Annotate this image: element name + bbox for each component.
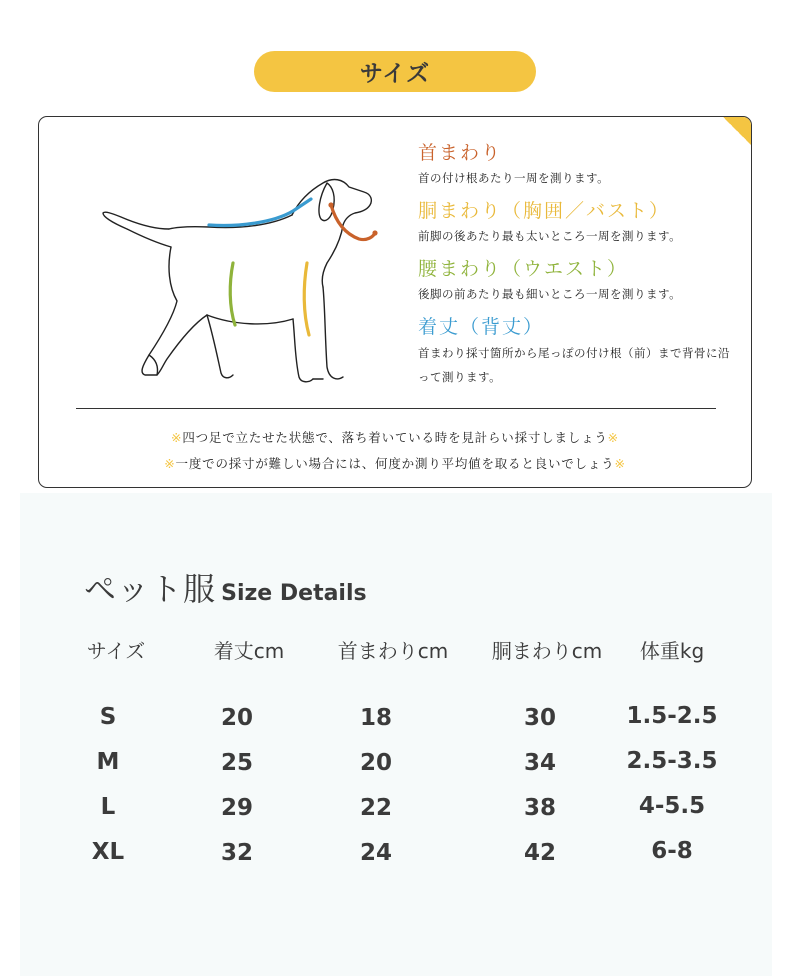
section-title-badge (254, 51, 536, 92)
note-star-icon: ※ (607, 430, 619, 445)
measure-legend (418, 139, 738, 389)
dog-illustration-icon (77, 167, 389, 422)
table-cell-length: 25 (220, 750, 254, 776)
size-details-panel (20, 493, 772, 976)
legend-neck-desc: 首の付け根あたり一周を測ります。 (418, 171, 610, 185)
table-header-neck: 首まわりcm (337, 639, 449, 663)
legend-waist-desc: 後脚の前あたり最も細いところ一周を測ります。 (418, 287, 682, 301)
table-cell-neck: 20 (359, 750, 393, 776)
section-title: サイズ (359, 61, 431, 87)
legend-waist-title: 腰まわり（ウエスト） (418, 258, 629, 280)
table-cell-weight: 6-8 (651, 838, 693, 864)
table-header-weight: 体重kg (639, 639, 705, 663)
table-cell-size: M (96, 749, 120, 775)
table-cell-weight: 1.5-2.5 (626, 703, 718, 729)
legend-length-desc: 首まわり採寸箇所から尾っぽの付け根（前）まで背骨に沿って測ります。 (418, 346, 730, 384)
table-cell-size: L (100, 794, 116, 820)
note-star-icon: ※ (614, 456, 626, 471)
table-cell-size: S (99, 704, 117, 730)
table-header-size: サイズ (86, 639, 146, 663)
table-cell-chest: 34 (523, 750, 557, 776)
legend-chest-desc: 前脚の後あたり最も太いところ一周を測ります。 (418, 229, 682, 243)
size-table-title-en: Size Details (221, 581, 367, 606)
note-text-2: 一度での採寸が難しい場合には、何度か測り平均値を取ると良いでしょう (175, 456, 615, 471)
measure-guide-card (38, 116, 752, 488)
table-cell-neck: 22 (359, 795, 393, 821)
size-table-title (84, 564, 367, 610)
table-cell-chest: 30 (523, 705, 557, 731)
table-cell-weight: 2.5-3.5 (626, 748, 718, 774)
note-line-2 (39, 454, 751, 472)
guide-divider (76, 408, 716, 409)
size-table-title-jp: ペット服 (84, 570, 217, 608)
table-cell-length: 32 (220, 840, 254, 866)
table-cell-size: XL (91, 839, 125, 865)
table-cell-chest: 42 (523, 840, 557, 866)
note-star-icon: ※ (171, 430, 183, 445)
table-cell-length: 20 (220, 705, 254, 731)
note-text-1: 四つ足で立たせた状態で、落ち着いている時を見計らい採寸しましょう (182, 430, 608, 445)
legend-chest-title: 胴まわり（胸囲／バスト） (418, 200, 671, 222)
legend-neck-title: 首まわり (418, 142, 503, 164)
table-header-chest: 胴まわりcm (491, 639, 603, 663)
note-line-1 (39, 428, 751, 446)
note-star-icon: ※ (164, 456, 176, 471)
table-cell-neck: 18 (359, 705, 393, 731)
table-cell-length: 29 (220, 795, 254, 821)
legend-length-title: 着丈（背丈） (418, 316, 545, 338)
table-cell-weight: 4-5.5 (638, 793, 706, 819)
table-header-length: 着丈cm (213, 639, 285, 663)
table-cell-neck: 24 (359, 840, 393, 866)
table-cell-chest: 38 (523, 795, 557, 821)
